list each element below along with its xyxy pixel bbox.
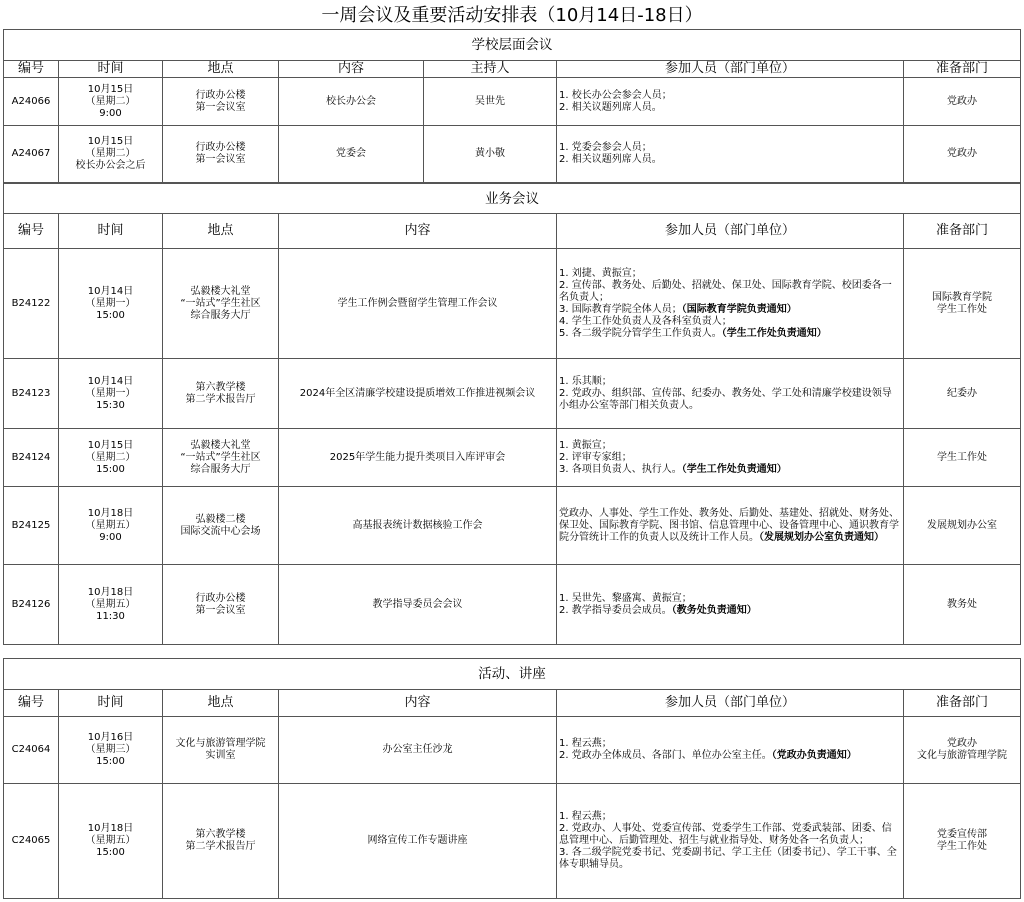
- activity-time: 10月16日 （星期三） 15:00: [59, 717, 163, 784]
- section-title: 学校层面会议: [4, 30, 1021, 61]
- activity-participants: 1. 程云燕； 2. 党政办、人事处、党委宣传部、党委学生工作部、党委武装部、团委、信息管理中心、后勤管理处、招生与就业指导处、财务处各一名负责人； 3. 各二级学院党委书记、党委副书记、学工主任（团委书记）、学工干事、全体专职辅导员。: [557, 784, 904, 899]
- prep-department: 发展规划办公室: [904, 487, 1021, 565]
- col-header: 参加人员（部门单位）: [557, 214, 904, 249]
- activity-id: C24065: [4, 784, 59, 899]
- meeting-content: 党委会: [279, 126, 424, 183]
- meeting-participants: 党政办、人事处、学生工作处、教务处、后勤处、基建处、招就处、财务处、保卫处、国际教育学院、图书馆、信息管理中心、设备管理中心、通识教育学院分管统计工作的负责人以及统计工作人员。（发展规划办公室负责通知）: [557, 487, 904, 565]
- meeting-content: 2025年学生能力提升类项目入库评审会: [279, 429, 557, 487]
- prep-department: 党政办: [904, 126, 1021, 183]
- col-header: 时间: [59, 214, 163, 249]
- meeting-content: 2024年全区清廉学校建设提质增效工作推进视频会议: [279, 359, 557, 429]
- activity-time: 10月18日 （星期五） 15:00: [59, 784, 163, 899]
- prep-department: 教务处: [904, 565, 1021, 645]
- table-row: [4, 487, 1021, 565]
- section-title: 活动、讲座: [4, 659, 1021, 690]
- meeting-participants: 1. 黄振宣； 2. 评审专家组； 3. 各项目负责人、执行人。（学生工作处负责通知）: [557, 429, 904, 487]
- activity-id: C24064: [4, 717, 59, 784]
- col-header: 参加人员（部门单位）: [557, 61, 904, 78]
- table-row: [4, 565, 1021, 645]
- meeting-id: B24124: [4, 429, 59, 487]
- meeting-content: 高基报表统计数据核验工作会: [279, 487, 557, 565]
- meeting-host: 黄小敬: [424, 126, 557, 183]
- prep-department: 纪委办: [904, 359, 1021, 429]
- col-header: 时间: [59, 61, 163, 78]
- page-title: 一周会议及重要活动安排表（10月14日-18日）: [321, 5, 703, 26]
- prep-department: 国际教育学院 学生工作处: [904, 249, 1021, 359]
- col-header: 准备部门: [904, 61, 1021, 78]
- meeting-host: 吴世先: [424, 78, 557, 126]
- meeting-place: 弘毅楼二楼 国际交流中心会场: [163, 487, 279, 565]
- meeting-place: 第六教学楼 第二学术报告厅: [163, 359, 279, 429]
- col-header: 编号: [4, 61, 59, 78]
- school-meetings-table: [3, 29, 1021, 183]
- meeting-participants: 1. 校长办公会参会人员； 2. 相关议题列席人员。: [557, 78, 904, 126]
- meeting-id: A24066: [4, 78, 59, 126]
- meeting-id: A24067: [4, 126, 59, 183]
- col-header: 编号: [4, 690, 59, 717]
- meeting-time: 10月15日 （星期二） 校长办公会之后: [59, 126, 163, 183]
- prep-department: 党委宣传部 学生工作处: [904, 784, 1021, 899]
- col-header: 内容: [279, 214, 557, 249]
- meeting-time: 10月15日 （星期二） 9:00: [59, 78, 163, 126]
- meeting-content: 学生工作例会暨留学生管理工作会议: [279, 249, 557, 359]
- col-header: 地点: [163, 61, 279, 78]
- meeting-participants: 1. 刘捷、黄振宣； 2. 宣传部、教务处、后勤处、招就处、保卫处、国际教育学院、校团委各一名负责人； 3. 国际教育学院全体人员；（国际教育学院负责通知） 4. 学生工作处负责人及各科室负责人； 5. 各二级学院分管学生工作负责人。（学生工作处负责通知）: [557, 249, 904, 359]
- col-header: 内容: [279, 61, 424, 78]
- activity-place: 第六教学楼 第二学术报告厅: [163, 784, 279, 899]
- col-header: 主持人: [424, 61, 557, 78]
- meeting-place: 行政办公楼 第一会议室: [163, 565, 279, 645]
- activities-table: [3, 658, 1021, 899]
- meeting-time: 10月14日 （星期一） 15:30: [59, 359, 163, 429]
- table-row: [4, 717, 1021, 784]
- prep-department: 学生工作处: [904, 429, 1021, 487]
- table-row: [4, 359, 1021, 429]
- table-row: [4, 249, 1021, 359]
- meeting-place: 弘毅楼大礼堂 “一站式”学生社区 综合服务大厅: [163, 429, 279, 487]
- table-row: [4, 784, 1021, 899]
- activity-content: 网络宣传工作专题讲座: [279, 784, 557, 899]
- prep-department: 党政办 文化与旅游管理学院: [904, 717, 1021, 784]
- col-header: 参加人员（部门单位）: [557, 690, 904, 717]
- meeting-content: 校长办公会: [279, 78, 424, 126]
- activity-participants: 1. 程云燕； 2. 党政办全体成员、各部门、单位办公室主任。（党政办负责通知）: [557, 717, 904, 784]
- meeting-place: 行政办公楼 第一会议室: [163, 78, 279, 126]
- meeting-participants: 1. 党委会参会人员； 2. 相关议题列席人员。: [557, 126, 904, 183]
- meeting-id: B24125: [4, 487, 59, 565]
- meeting-time: 10月14日 （星期一） 15:00: [59, 249, 163, 359]
- activity-content: 办公室主任沙龙: [279, 717, 557, 784]
- meeting-participants: 1. 吴世先、黎盛寓、黄振宣； 2. 教学指导委员会成员。（教务处负责通知）: [557, 565, 904, 645]
- col-header: 时间: [59, 690, 163, 717]
- meeting-time: 10月18日 （星期五） 11:30: [59, 565, 163, 645]
- prep-department: 党政办: [904, 78, 1021, 126]
- meeting-participants: 1. 乐其顺； 2. 党政办、组织部、宣传部、纪委办、教务处、学工处和清廉学校建设领导小组办公室等部门相关负责人。: [557, 359, 904, 429]
- col-header: 内容: [279, 690, 557, 717]
- meeting-time: 10月15日 （星期二） 15:00: [59, 429, 163, 487]
- section-title: 业务会议: [4, 184, 1021, 214]
- meeting-time: 10月18日 （星期五） 9:00: [59, 487, 163, 565]
- business-meetings-table: [3, 183, 1021, 645]
- col-header: 准备部门: [904, 214, 1021, 249]
- table-row: [4, 429, 1021, 487]
- col-header: 地点: [163, 214, 279, 249]
- meeting-place: 行政办公楼 第一会议室: [163, 126, 279, 183]
- meeting-content: 教学指导委员会会议: [279, 565, 557, 645]
- table-row: [4, 78, 1021, 126]
- table-row: [4, 126, 1021, 183]
- col-header: 地点: [163, 690, 279, 717]
- meeting-place: 弘毅楼大礼堂 “一站式”学生社区 综合服务大厅: [163, 249, 279, 359]
- activity-place: 文化与旅游管理学院 实训室: [163, 717, 279, 784]
- col-header: 准备部门: [904, 690, 1021, 717]
- meeting-id: B24122: [4, 249, 59, 359]
- col-header: 编号: [4, 214, 59, 249]
- meeting-id: B24126: [4, 565, 59, 645]
- meeting-id: B24123: [4, 359, 59, 429]
